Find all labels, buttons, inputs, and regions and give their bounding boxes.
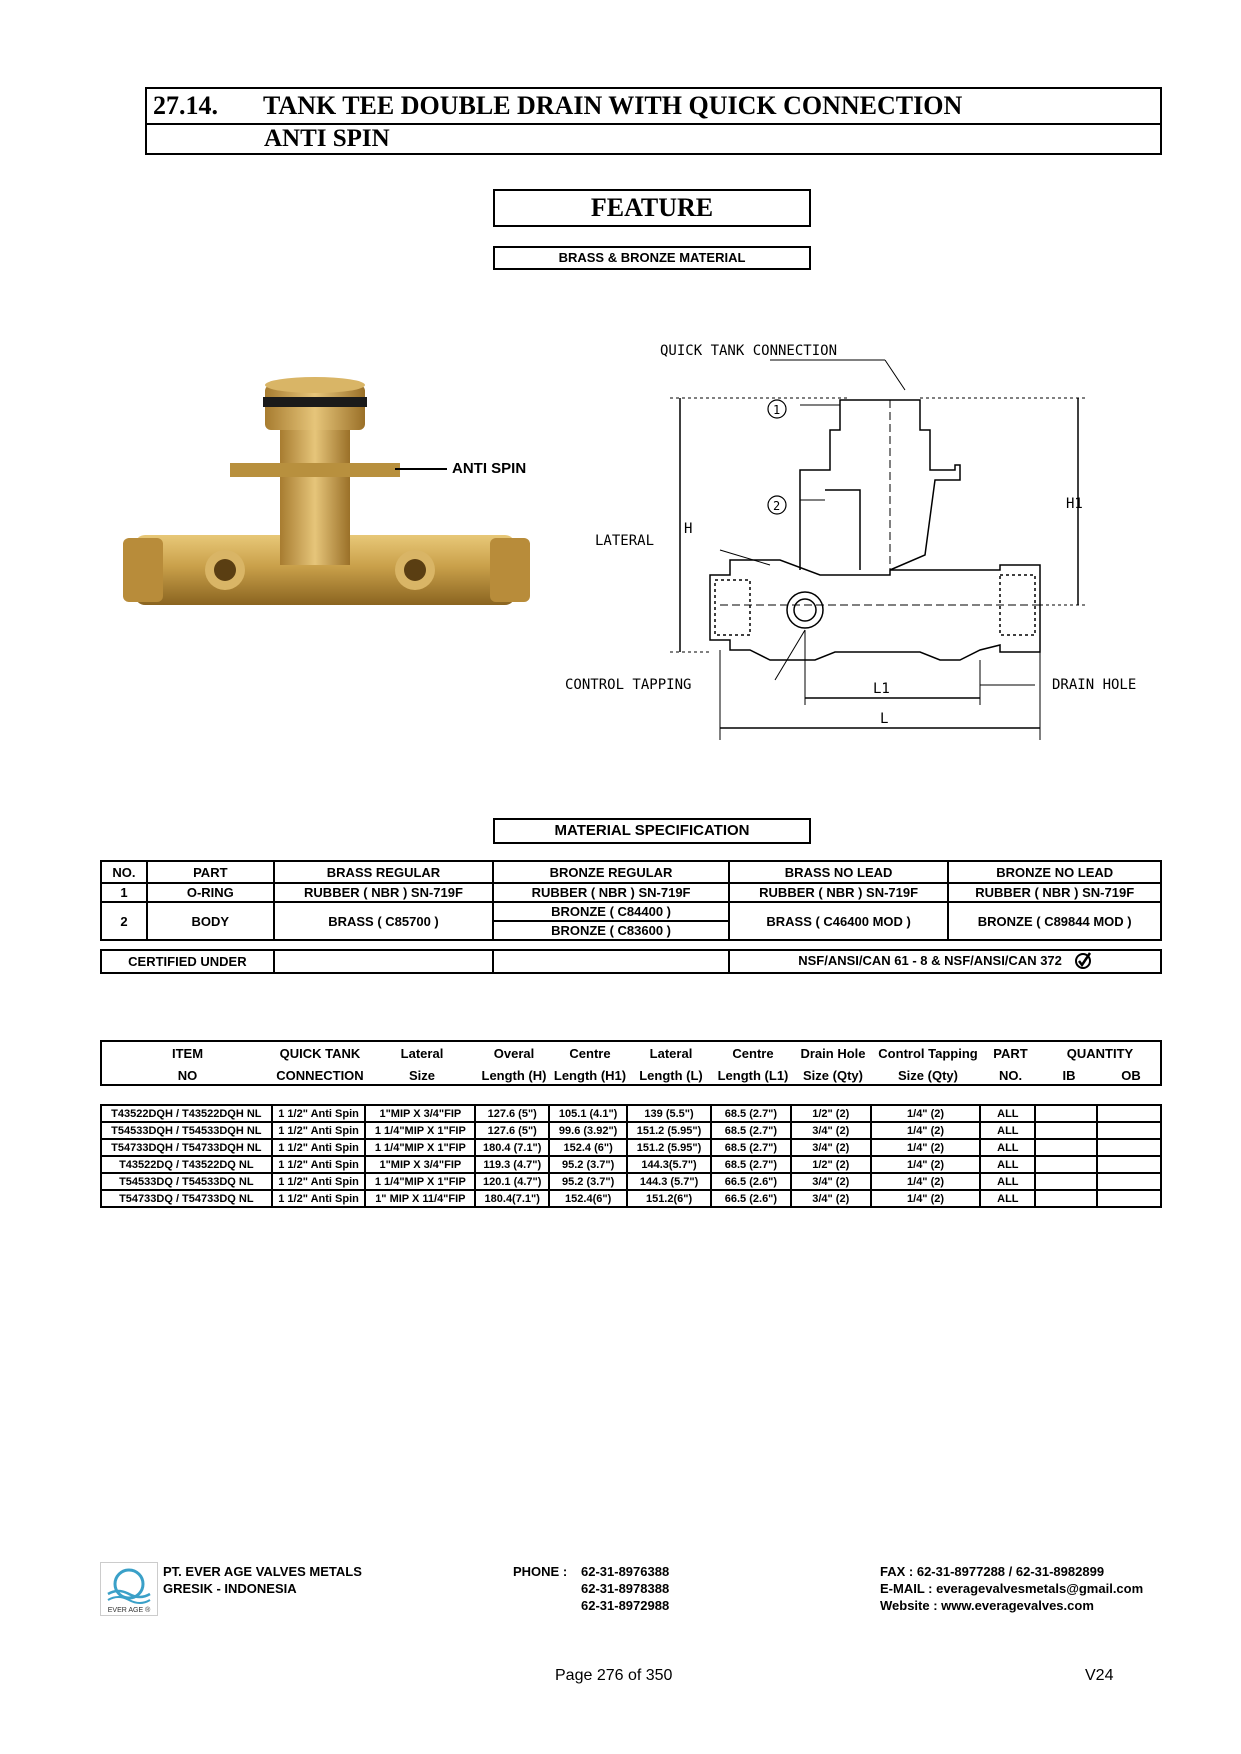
- table-cell: 1 1/4"MIP X 1"FIP: [365, 1122, 475, 1139]
- title-box: [145, 87, 1162, 155]
- header-control-tapping-b: Size (Qty): [898, 1068, 958, 1083]
- table-cell: ALL: [980, 1173, 1035, 1190]
- email: E-MAIL : everagevalvesmetals@gmail.com: [880, 1581, 1144, 1596]
- items-table-header: [100, 1040, 1162, 1086]
- left-thread: [123, 538, 163, 602]
- header-lateral: Lateral: [400, 1046, 444, 1061]
- col-brass-regular: BRASS REGULAR: [274, 861, 494, 883]
- header-centre-l1b: Length (L1): [717, 1068, 789, 1083]
- label-h1: H1: [1066, 496, 1083, 512]
- header-ib: IB: [1062, 1068, 1076, 1083]
- header-item-no: NO: [177, 1068, 198, 1083]
- label-l: L: [880, 711, 889, 727]
- table-cell: 1 1/4"MIP X 1"FIP: [365, 1173, 475, 1190]
- table-cell: 1/2" (2): [791, 1156, 871, 1173]
- table-cell: [274, 950, 494, 973]
- table-cell: 1/2" (2): [791, 1105, 871, 1122]
- website: Website : www.everagevalves.com: [880, 1598, 1094, 1613]
- header-lateral-l: Lateral: [649, 1046, 693, 1061]
- table-cell: 1 1/2" Anti Spin: [272, 1105, 366, 1122]
- header-overal-h: Length (H): [481, 1068, 547, 1083]
- table-cell: 152.4 (6"): [549, 1139, 627, 1156]
- table-cell: BRONZE ( C89844 MOD ): [948, 902, 1161, 940]
- table-cell: 144.3 (5.7"): [627, 1173, 711, 1190]
- table-cell: [1035, 1190, 1097, 1207]
- table-row: [101, 902, 1161, 921]
- company-logo: [100, 1562, 158, 1616]
- table-cell: 66.5 (2.6"): [711, 1173, 791, 1190]
- col-brass-no-lead: BRASS NO LEAD: [729, 861, 949, 883]
- body-outline: [710, 560, 1040, 660]
- table-cell: RUBBER ( NBR ) SN-719F: [948, 883, 1161, 902]
- stem-outline: [800, 400, 960, 570]
- table-cell: [1097, 1105, 1161, 1122]
- table-cell: 1"MIP X 3/4"FIP: [365, 1105, 475, 1122]
- table-cell: T54533DQ / T54533DQ NL: [101, 1173, 272, 1190]
- header-qtc: QUICK TANK: [279, 1046, 361, 1061]
- table-cell: 120.1 (4.7"): [475, 1173, 549, 1190]
- table-cell: O-RING: [147, 883, 274, 902]
- col-no: NO.: [101, 861, 147, 883]
- header-part-no: PART: [993, 1046, 1028, 1061]
- table-cell: 1/4" (2): [871, 1173, 981, 1190]
- table-row: [101, 1105, 1161, 1122]
- table-cell: RUBBER ( NBR ) SN-719F: [274, 883, 494, 902]
- table-cell: 1 1/2" Anti Spin: [272, 1190, 366, 1207]
- right-thread: [490, 538, 530, 602]
- table-cell: ALL: [980, 1156, 1035, 1173]
- table-cell: 3/4" (2): [791, 1173, 871, 1190]
- table-cell: 1 1/2" Anti Spin: [272, 1173, 366, 1190]
- header-centre-h1b: Length (H1): [553, 1068, 627, 1083]
- table-cell: 68.5 (2.7"): [711, 1105, 791, 1122]
- table-cell: 1/4" (2): [871, 1105, 981, 1122]
- company-location: GRESIK - INDONESIA: [163, 1581, 297, 1596]
- table-cell: 180.4 (7.1"): [475, 1139, 549, 1156]
- label-quick-tank-connection: QUICK TANK CONNECTION: [660, 343, 838, 359]
- table-header-row: [101, 861, 1161, 883]
- title-text: TANK TEE DOUBLE DRAIN WITH QUICK CONNECTION: [263, 91, 963, 120]
- table-cell: 1/4" (2): [871, 1122, 981, 1139]
- header-centre-l1: Centre: [732, 1046, 774, 1061]
- technical-drawing: [560, 340, 1160, 740]
- header-part-no-b: NO.: [998, 1068, 1023, 1083]
- table-cell: 68.5 (2.7"): [711, 1122, 791, 1139]
- anti-spin-tabs: [230, 463, 400, 477]
- table-cell: 1 1/2" Anti Spin: [272, 1139, 366, 1156]
- version: V24: [1085, 1667, 1114, 1684]
- table-cell: BRONZE ( C83600 ): [493, 921, 729, 940]
- check-icon: [1074, 951, 1092, 972]
- table-cell: [1097, 1122, 1161, 1139]
- table-cell: 1 1/4"MIP X 1"FIP: [365, 1139, 475, 1156]
- table-cell: 2: [101, 902, 147, 940]
- header-drain-hole: Drain Hole: [800, 1046, 866, 1061]
- table-cell: [1035, 1122, 1097, 1139]
- control-tapping-port: [787, 592, 823, 628]
- table-cell: 68.5 (2.7"): [711, 1156, 791, 1173]
- header-quantity: QUANTITY: [1066, 1046, 1134, 1061]
- col-bronze-regular: BRONZE REGULAR: [493, 861, 729, 883]
- table-cell: T54733DQH / T54733DQH NL: [101, 1139, 272, 1156]
- section-number: 27.14.: [153, 91, 218, 120]
- table-row: [101, 1173, 1161, 1190]
- header-centre-h1: Centre: [569, 1046, 611, 1061]
- header-overal: Overal: [493, 1046, 535, 1061]
- title-line1: [147, 89, 1160, 125]
- table-cell: 152.4(6"): [549, 1190, 627, 1207]
- table-cell: [1097, 1173, 1161, 1190]
- table-row: [101, 1139, 1161, 1156]
- table-cell: T54533DQH / T54533DQH NL: [101, 1122, 272, 1139]
- table-cell: 3/4" (2): [791, 1122, 871, 1139]
- certified-value: NSF/ANSI/CAN 61 - 8 & NSF/ANSI/CAN 372: [798, 952, 1062, 968]
- o-ring: [263, 397, 367, 407]
- table-cell: 180.4(7.1"): [475, 1190, 549, 1207]
- table-cell: [1035, 1139, 1097, 1156]
- table-cell: 95.2 (3.7"): [549, 1156, 627, 1173]
- table-row: [101, 1190, 1161, 1207]
- table-cell: 127.6 (5"): [475, 1105, 549, 1122]
- header-drain-hole-b: Size (Qty): [803, 1068, 863, 1083]
- table-cell: [1097, 1156, 1161, 1173]
- table-cell: BRASS ( C46400 MOD ): [729, 902, 949, 940]
- table-cell: 1/4" (2): [871, 1190, 981, 1207]
- tee-stem: [280, 425, 350, 565]
- marker-2: 2: [773, 499, 781, 513]
- table-row: [101, 1156, 1161, 1173]
- logo-text: EVER AGE ®: [107, 1607, 151, 1614]
- header-control-tapping: Control Tapping: [878, 1046, 978, 1061]
- table-cell: BRONZE ( C84400 ): [493, 902, 729, 921]
- table-row: [101, 1122, 1161, 1139]
- label-lateral: LATERAL: [595, 533, 655, 549]
- feature-heading: FEATURE: [493, 189, 811, 227]
- table-cell: 3/4" (2): [791, 1190, 871, 1207]
- anti-spin-leader: [395, 468, 447, 470]
- table-cell: 105.1 (4.1"): [549, 1105, 627, 1122]
- material-spec-heading: MATERIAL SPECIFICATION: [493, 818, 811, 844]
- certified-label: CERTIFIED UNDER: [101, 950, 274, 973]
- table-cell: BODY: [147, 902, 274, 940]
- header-ob: OB: [1121, 1068, 1141, 1083]
- table-cell: 1/4" (2): [871, 1139, 981, 1156]
- material-spec-table: [100, 860, 1162, 941]
- table-cell: [1035, 1156, 1097, 1173]
- header-qtc2: CONNECTION: [276, 1068, 364, 1083]
- header-lateral-lb: Length (L): [639, 1068, 703, 1083]
- col-bronze-no-lead: BRONZE NO LEAD: [948, 861, 1161, 883]
- company-name: PT. EVER AGE VALVES METALS: [163, 1564, 362, 1579]
- product-photo: [115, 375, 535, 685]
- table-cell: 66.5 (2.6"): [711, 1190, 791, 1207]
- table-cell: 1 1/2" Anti Spin: [272, 1122, 366, 1139]
- table-cell: 1: [101, 883, 147, 902]
- header-item: ITEM: [171, 1046, 204, 1061]
- label-l1: L1: [873, 681, 890, 697]
- table-cell: [1097, 1139, 1161, 1156]
- table-row: [101, 950, 1161, 973]
- table-cell: ALL: [980, 1105, 1035, 1122]
- table-cell: T54733DQ / T54733DQ NL: [101, 1190, 272, 1207]
- table-row: [101, 883, 1161, 902]
- drain-port-right: [404, 559, 426, 581]
- table-cell: 151.2(6"): [627, 1190, 711, 1207]
- table-cell: BRASS ( C85700 ): [274, 902, 494, 940]
- table-cell: 151.2 (5.95"): [627, 1122, 711, 1139]
- label-h: H: [684, 521, 693, 537]
- items-table: [100, 1104, 1162, 1208]
- table-cell: [493, 950, 728, 973]
- table-cell: 1/4" (2): [871, 1156, 981, 1173]
- col-part: PART: [147, 861, 274, 883]
- table-cell: 139 (5.5"): [627, 1105, 711, 1122]
- phone-number: 62-31-8976388: [581, 1564, 670, 1579]
- table-cell: [1097, 1190, 1161, 1207]
- table-cell: 99.6 (3.92"): [549, 1122, 627, 1139]
- table-cell: 1" MIP X 11/4"FIP: [365, 1190, 475, 1207]
- table-cell: 127.6 (5"): [475, 1122, 549, 1139]
- phone-number: 62-31-8972988: [581, 1598, 670, 1613]
- table-cell: [1035, 1173, 1097, 1190]
- table-cell: ALL: [980, 1190, 1035, 1207]
- title-line2: ANTI SPIN: [264, 125, 390, 152]
- label-control-tapping: CONTROL TAPPING: [565, 677, 692, 693]
- table-cell: ALL: [980, 1122, 1035, 1139]
- phone-label: PHONE :: [513, 1564, 568, 1579]
- table-cell: 95.2 (3.7"): [549, 1173, 627, 1190]
- feature-item: BRASS & BRONZE MATERIAL: [493, 246, 811, 270]
- table-cell: RUBBER ( NBR ) SN-719F: [493, 883, 729, 902]
- table-cell: 1 1/2" Anti Spin: [272, 1156, 366, 1173]
- table-cell: ALL: [980, 1139, 1035, 1156]
- table-cell: 151.2 (5.95"): [627, 1139, 711, 1156]
- phone-number: 62-31-8978388: [581, 1581, 670, 1596]
- table-cell: 144.3(5.7"): [627, 1156, 711, 1173]
- table-cell: 68.5 (2.7"): [711, 1139, 791, 1156]
- marker-1: 1: [773, 403, 781, 417]
- table-cell: T43522DQ / T43522DQ NL: [101, 1156, 272, 1173]
- anti-spin-callout: ANTI SPIN: [452, 460, 527, 477]
- label-drain-hole: DRAIN HOLE: [1052, 677, 1137, 693]
- certification-table: [100, 949, 1162, 974]
- table-cell: 1"MIP X 3/4"FIP: [365, 1156, 475, 1173]
- header-lateral-size: Size: [408, 1068, 435, 1083]
- table-cell: [1035, 1105, 1097, 1122]
- table-cell: 3/4" (2): [791, 1139, 871, 1156]
- table-cell: RUBBER ( NBR ) SN-719F: [729, 883, 949, 902]
- table-cell: 119.3 (4.7"): [475, 1156, 549, 1173]
- certified-value-cell: [729, 950, 1161, 973]
- page-number: Page 276 of 350: [555, 1667, 673, 1684]
- fax: FAX : 62-31-8977288 / 62-31-8982899: [880, 1564, 1105, 1579]
- drain-port-left: [214, 559, 236, 581]
- table-cell: T43522DQH / T43522DQH NL: [101, 1105, 272, 1122]
